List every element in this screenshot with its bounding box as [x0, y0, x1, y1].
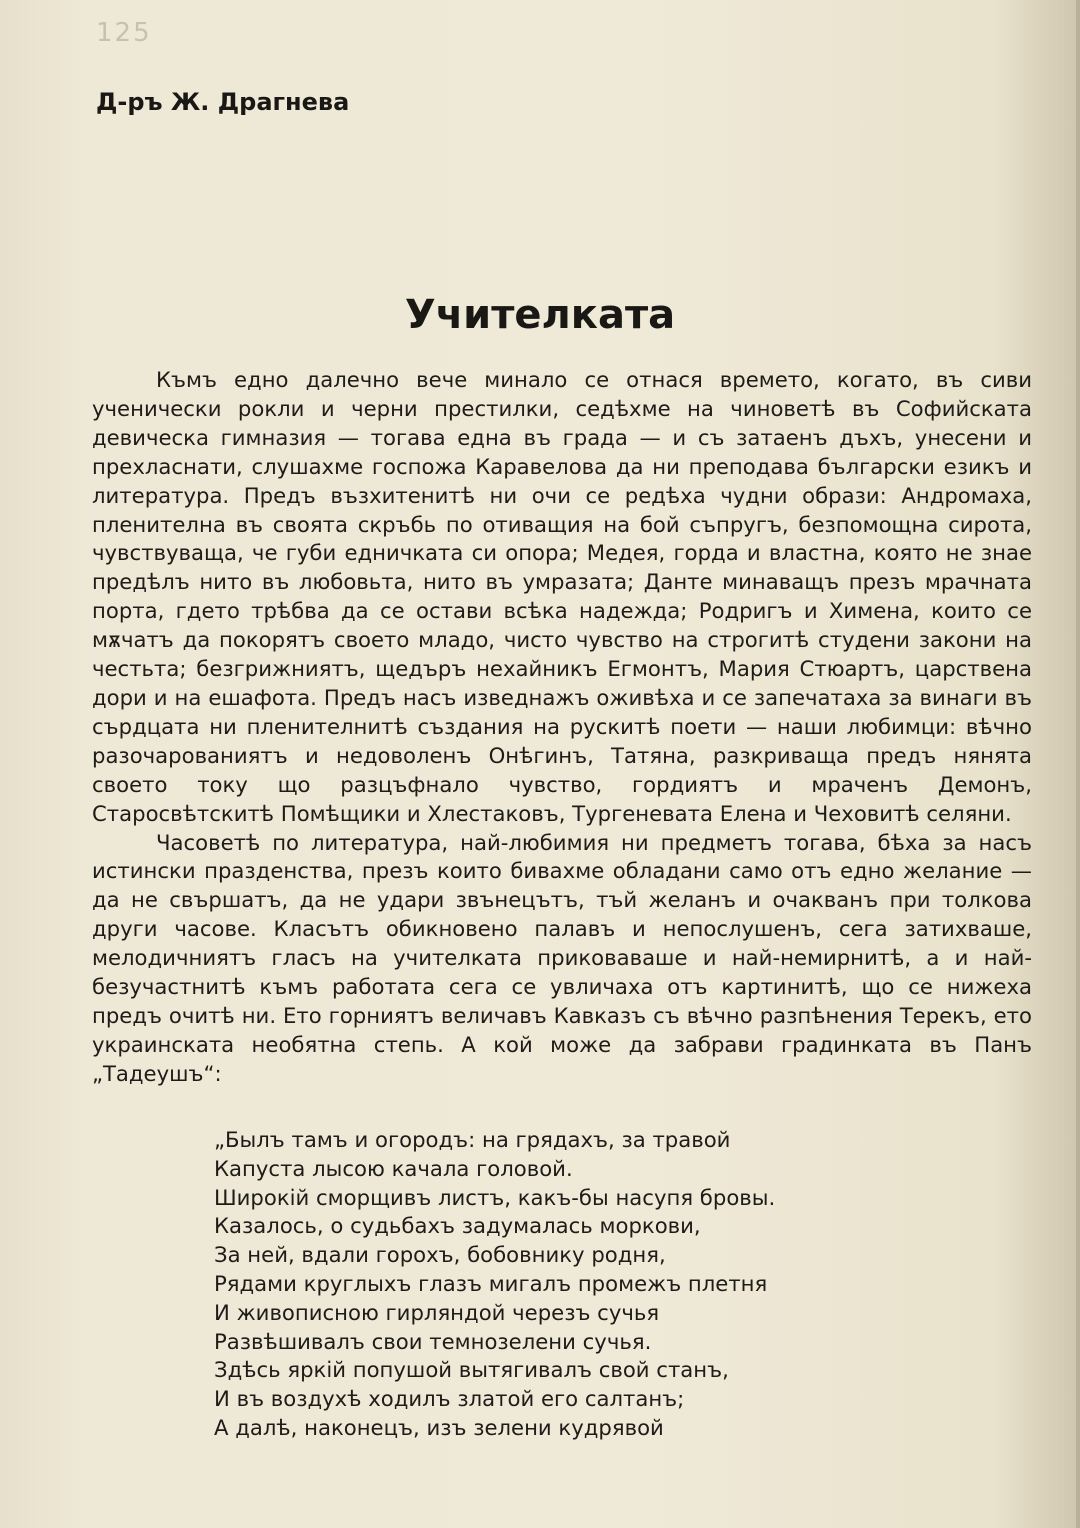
paragraph: Къмъ едно далечно вече минало се отнася времето, когато, въ сиви ученически рокли и черни престилки, седѣхме на чиноветѣ въ Софийската девическа гимназия — тогава една въ града — и съ затаенъ дъхъ, унесени и прехласнати, слушахме госпожа Каравелова да ни преподава български езикъ и литература. Предъ възхитенитѣ ни очи се редѣха чудни образи: Андромаха, пленителна въ своята скръбь по отиващия на бой съпругъ, безпомощна сирота, чувствуваща, че губи едничката си опора; Медея, горда и властна, която не знае предѣлъ нито въ любовьта, нито въ умразата; Данте минаващъ презъ мрачната порта, гдето трѣбва да се остави всѣка надежда; Родригъ и Химена, които се мѫчатъ да покорятъ своето младо, чисто чувство на строгитѣ студени закони на честьта; безгрижниятъ, щедъръ нехайникъ Егмонтъ, Мария Стюартъ, царствена дори и на ешафота. Предъ насъ изведнажъ оживѣха и се запечатаха за винаги въ сърдцата ни пленителнитѣ създания на рускитѣ поети — наши любимци: вѣчно разочарованиятъ и недоволенъ Онѣгинъ, Татяна, разкриваща предъ нянята своето току що разцъфнало чувство, гордиятъ и мраченъ Демонъ, Старосвѣтскитѣ Помѣщики и Хлестаковъ, Тургеневата Елена и Чеховитѣ селяни.: [92, 367, 1032, 826]
poem-line: И въ воздухѣ ходилъ златой его салтанъ;: [214, 1386, 685, 1412]
poem-line: А далѣ, наконецъ, изъ зелени кудрявой: [214, 1414, 664, 1440]
poem-line: Рядами круглыхъ глазъ мигалъ промежъ плетня: [214, 1270, 768, 1296]
poem-line: Развѣшивалъ свои темнозелени сучья.: [214, 1328, 652, 1354]
poem-line: Казалось, о судьбахъ задумалась моркови,: [214, 1213, 701, 1239]
poem-line: „Былъ тамъ и огородъ: на грядахъ, за травой: [214, 1127, 731, 1152]
page-edge: [1076, 0, 1080, 1528]
poem-line: Капуста лысою качала головой.: [214, 1155, 573, 1181]
poem-line: Здѣсь яркій попушой вытягивалъ свой станъ,: [214, 1357, 729, 1383]
author-name: Д-ръ Ж. Драгнева: [96, 88, 350, 116]
poem-quote: [214, 1126, 954, 1443]
poem-line: За ней, вдали горохъ, бобовнику родня,: [214, 1242, 666, 1268]
page-number: 125: [96, 18, 152, 48]
poem-line: И живописною гирляндой черезъ сучья: [214, 1299, 660, 1325]
article-title: Учителката: [404, 292, 676, 338]
poem-line: Широкій сморщивъ листъ, какъ-бы насупя бровы.: [214, 1184, 776, 1210]
paragraph: Часоветѣ по литература, най-любимия ни предметъ тогава, бѣха за насъ истински празденства, презъ които бивахме обладани само отъ едно желание — да не свършатъ, да не удари звънецътъ, тъй желанъ и очакванъ при толкова други часове. Класътъ обикновено палавъ и непослушенъ, сега затихваше, мелодичниятъ гласъ на учителката приковаваше и най-немирнитѣ, а и най-безучастнитѣ къмъ работата сега се увличаха отъ картинитѣ, що се нижеха предъ очитѣ ни. Ето горниятъ величавъ Кавказъ съ вѣчно разпѣнения Терекъ, ето украинската необятна степь. А кой може да забрави градинката въ Панъ „Тадеушъ“:: [92, 829, 1032, 1086]
article-body: [92, 366, 1032, 1089]
